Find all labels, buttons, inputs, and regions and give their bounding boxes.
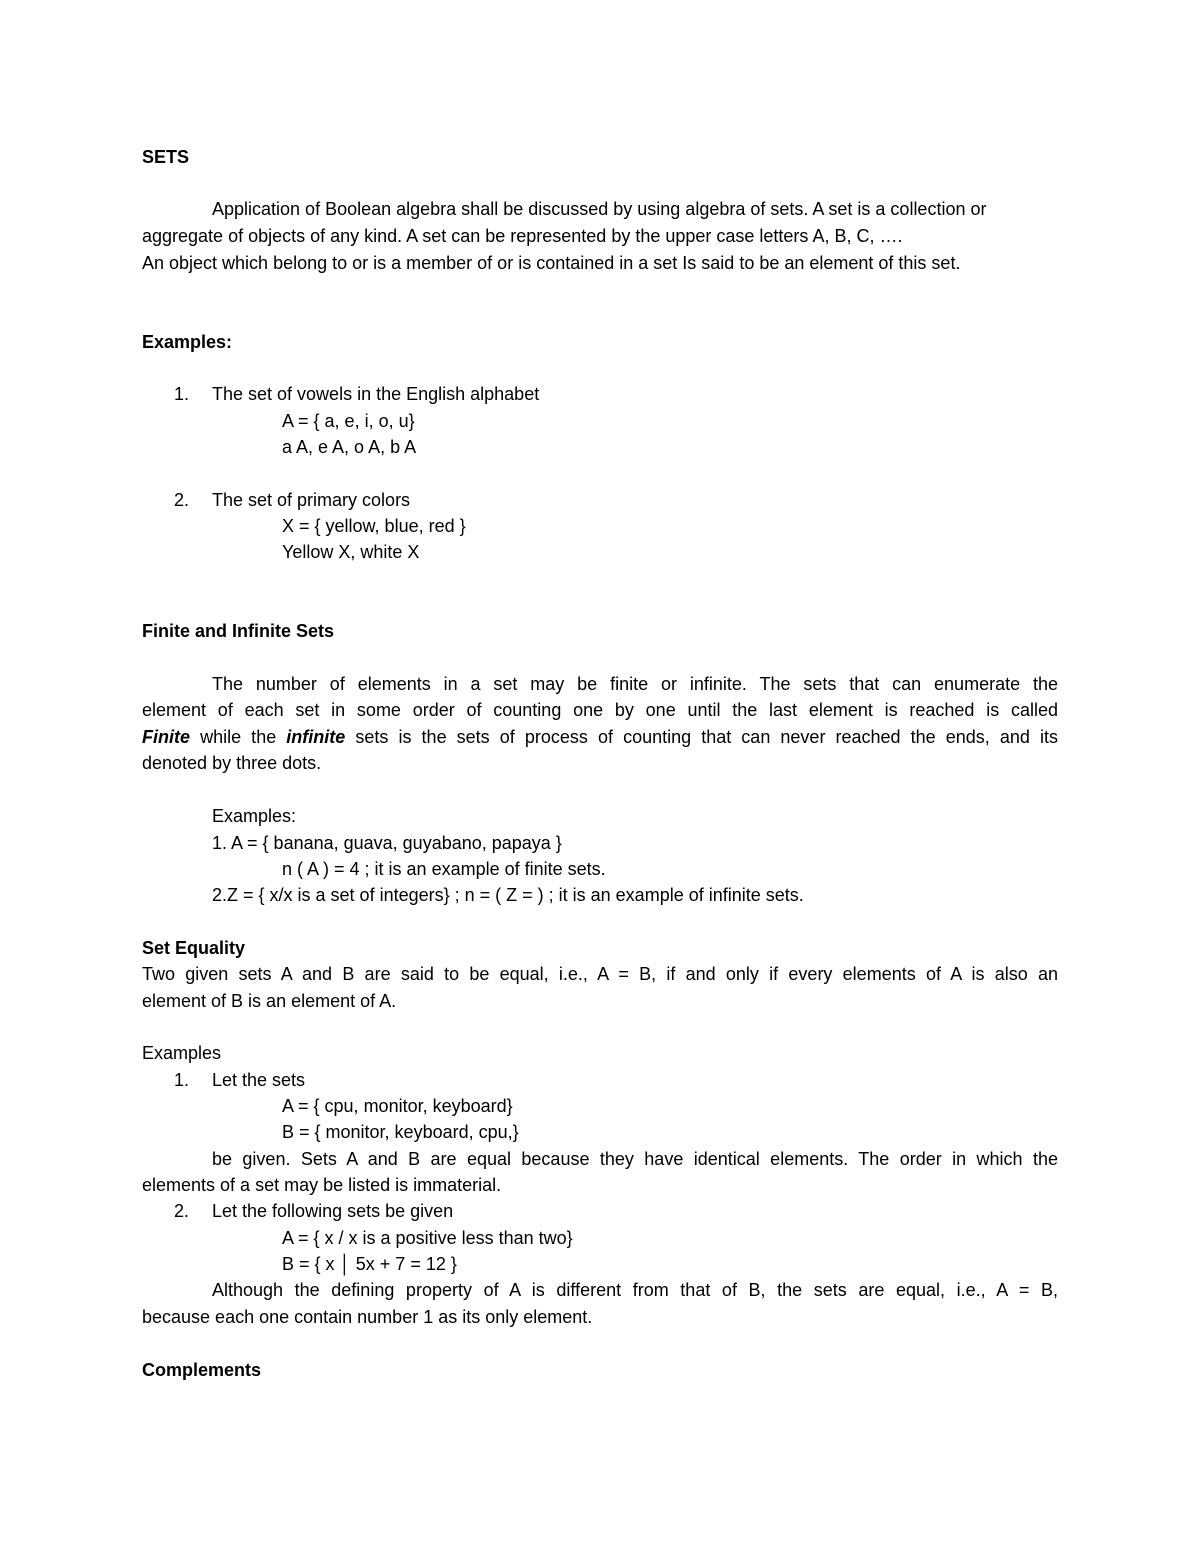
finite-example-1-note: n ( A ) = 4 ; it is an example of finite sets. [282,859,606,879]
example-2-membership: Yellow X, white X [282,542,420,562]
equality-item-2-text: Let the following sets be given [212,1201,454,1221]
finite-paragraph-line-2: element of each set in some order of counting one by one until the last element is reached is called [142,700,1058,720]
equality-number-2: 2. [174,1201,190,1221]
equality-item-2-para-2: because each one contain number 1 as its only element. [142,1307,593,1327]
equality-line-2: element of B is an element of A. [142,991,397,1011]
equality-item-1-para-2: elements of a set may be listed is immaterial. [142,1175,502,1195]
list-number-1: 1. [174,384,190,404]
equality-item-1-set-b: B = { monitor, keyboard, cpu,} [282,1122,519,1142]
finite-example-1: 1. A = { banana, guava, guyabano, papaya } [212,833,562,853]
example-1-text: The set of vowels in the English alphabet [212,384,540,404]
complements-heading: Complements [142,1360,262,1380]
finite-paragraph-line-3: Finite while the infinite sets is the sets of process of counting that can never reached the ends, and its [142,727,1058,747]
equality-item-2-set-a: A = { x / x is a positive less than two} [282,1228,573,1248]
finite-examples-heading: Examples: [212,806,297,826]
finite-paragraph-line-1: The number of elements in a set may be finite or infinite. The sets that can enumerate the [212,674,1058,694]
intro-line-3: An object which belong to or is a member of or is contained in a set Is said to be an element of this set. [142,253,961,273]
equality-item-1-set-a: A = { cpu, monitor, keyboard} [282,1096,513,1116]
equality-item-1-para-1: be given. Sets A and B are equal because they have identical elements. The order in which the [212,1149,1058,1169]
finite-paragraph-line-4: denoted by three dots. [142,753,322,773]
equality-line-1: Two given sets A and B are said to be equal, i.e., A = B, if and only if every elements of A is also an [142,964,1058,984]
page-title: SETS [142,147,190,167]
equality-item-1-text: Let the sets [212,1070,306,1090]
list-number-2: 2. [174,490,190,510]
intro-line-2: aggregate of objects of any kind. A set can be represented by the upper case letters A, B, C, …. [142,226,903,246]
examples-heading: Examples: [142,332,233,352]
example-2-text: The set of primary colors [212,490,411,510]
intro-line-1: Application of Boolean algebra shall be discussed by using algebra of sets. A set is a collection or [212,199,987,219]
equality-item-2-para-1: Although the defining property of A is different from that of B, the sets are equal, i.e., A = B, [212,1280,1058,1300]
example-1-membership: a A, e A, o A, b A [282,437,417,457]
example-1-set: A = { a, e, i, o, u} [282,411,415,431]
equality-number-1: 1. [174,1070,190,1090]
equality-examples-heading: Examples [142,1043,222,1063]
finite-heading: Finite and Infinite Sets [142,621,335,641]
term-infinite: infinite [286,727,346,747]
equality-heading: Set Equality [142,938,246,958]
equality-item-2-set-b: B = { x │ 5x + 7 = 12 } [282,1254,457,1274]
finite-example-2: 2.Z = { x/x is a set of integers} ; n = ( Z = ) ; it is an example of infinite sets. [212,885,804,905]
term-finite: Finite [142,727,190,747]
example-2-set: X = { yellow, blue, red } [282,516,466,536]
